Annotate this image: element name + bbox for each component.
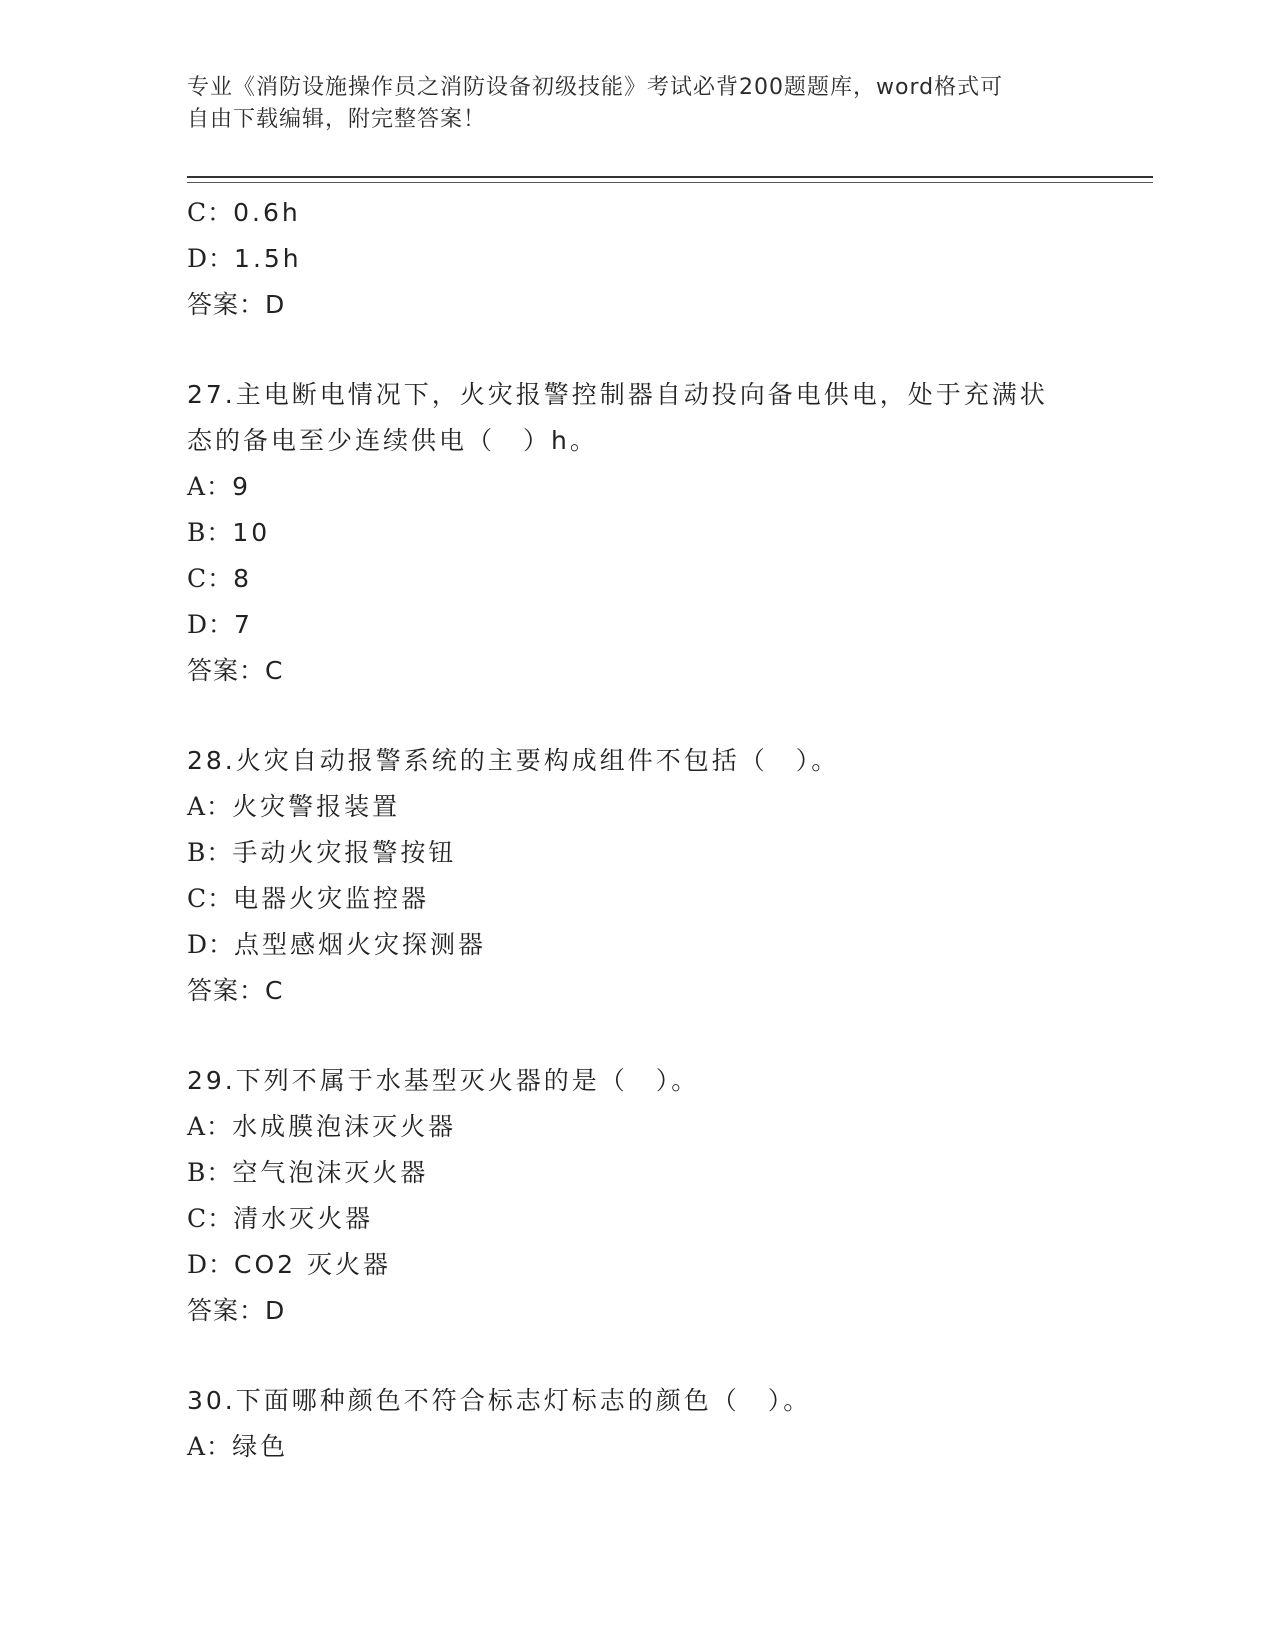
header-line-1: 专业《消防设施操作员之消防设备初级技能》考试必背200题题库，word格式可 [187,75,1004,100]
option-label: A： [187,472,233,501]
option-text: 0.6h [233,198,301,227]
question-stem-line-2: 态的备电至少连续供电（ ）h。 [187,426,598,455]
question-28 [187,738,1107,1014]
option-a [187,464,1107,510]
option-text: 9 [232,472,251,501]
answer-line: 答案：D [187,290,286,319]
option-c [187,190,1107,236]
option-label: D： [187,930,235,959]
prev-question [187,190,1107,328]
option-label: D： [187,244,235,273]
option-c [187,556,1107,602]
option-b [187,1150,1107,1196]
option-text: 1.5h [234,244,302,273]
option-d [187,922,1107,968]
option-text: 7 [234,610,253,639]
question-stem-line-1: 29.下列不属于水基型灭火器的是（ ）。 [187,1066,700,1095]
question-30 [187,1378,1107,1470]
question-list [187,190,1107,1470]
option-label: C： [187,884,234,913]
option-label: B： [187,838,233,867]
option-label: D： [187,1250,235,1279]
option-label: C： [187,198,234,227]
option-label: A： [187,1112,233,1141]
question-stem-line-1: 28.火灾自动报警系统的主要构成组件不包括（ ）。 [187,746,840,775]
option-b [187,510,1107,556]
option-text: 绿色 [232,1432,289,1461]
option-label: B： [187,518,233,547]
option-d [187,602,1107,648]
option-label: A： [187,792,233,821]
option-text: CO2 灭火器 [234,1250,392,1279]
question-29 [187,1058,1107,1334]
option-text: 清水灭火器 [233,1204,374,1233]
document-header [187,72,1077,136]
option-c [187,876,1107,922]
header-line-2: 自由下载编辑，附完整答案！ [187,107,487,132]
option-d [187,1242,1107,1288]
option-text: 10 [232,518,271,547]
question-stem-line-1: 30.下面哪种颜色不符合标志灯标志的颜色（ ）。 [187,1386,812,1415]
option-text: 水成膜泡沫灭火器 [232,1112,457,1141]
option-text: 电器火灾监控器 [233,884,430,913]
header-rule-thick [187,176,1153,178]
option-text: 空气泡沫灭火器 [232,1158,429,1187]
option-text: 手动火灾报警按钮 [232,838,457,867]
option-label: B： [187,1158,233,1187]
option-label: C： [187,564,234,593]
answer-line: 答案：C [187,656,284,685]
option-a [187,784,1107,830]
option-d [187,236,1107,282]
option-a [187,1104,1107,1150]
answer-line: 答案：D [187,1296,286,1325]
header-rule-thin [187,182,1153,183]
question-stem-line-1: 27.主电断电情况下，火灾报警控制器自动投向备电供电，处于充满状 [187,380,1048,409]
answer-line: 答案：C [187,976,284,1005]
question-27 [187,372,1107,694]
option-text: 8 [233,564,253,593]
option-b [187,830,1107,876]
option-label: D： [187,610,235,639]
option-text: 点型感烟火灾探测器 [234,930,487,959]
option-label: A： [187,1432,233,1461]
option-a [187,1424,1107,1470]
option-c [187,1196,1107,1242]
option-text: 火灾警报装置 [232,792,401,821]
option-label: C： [187,1204,234,1233]
